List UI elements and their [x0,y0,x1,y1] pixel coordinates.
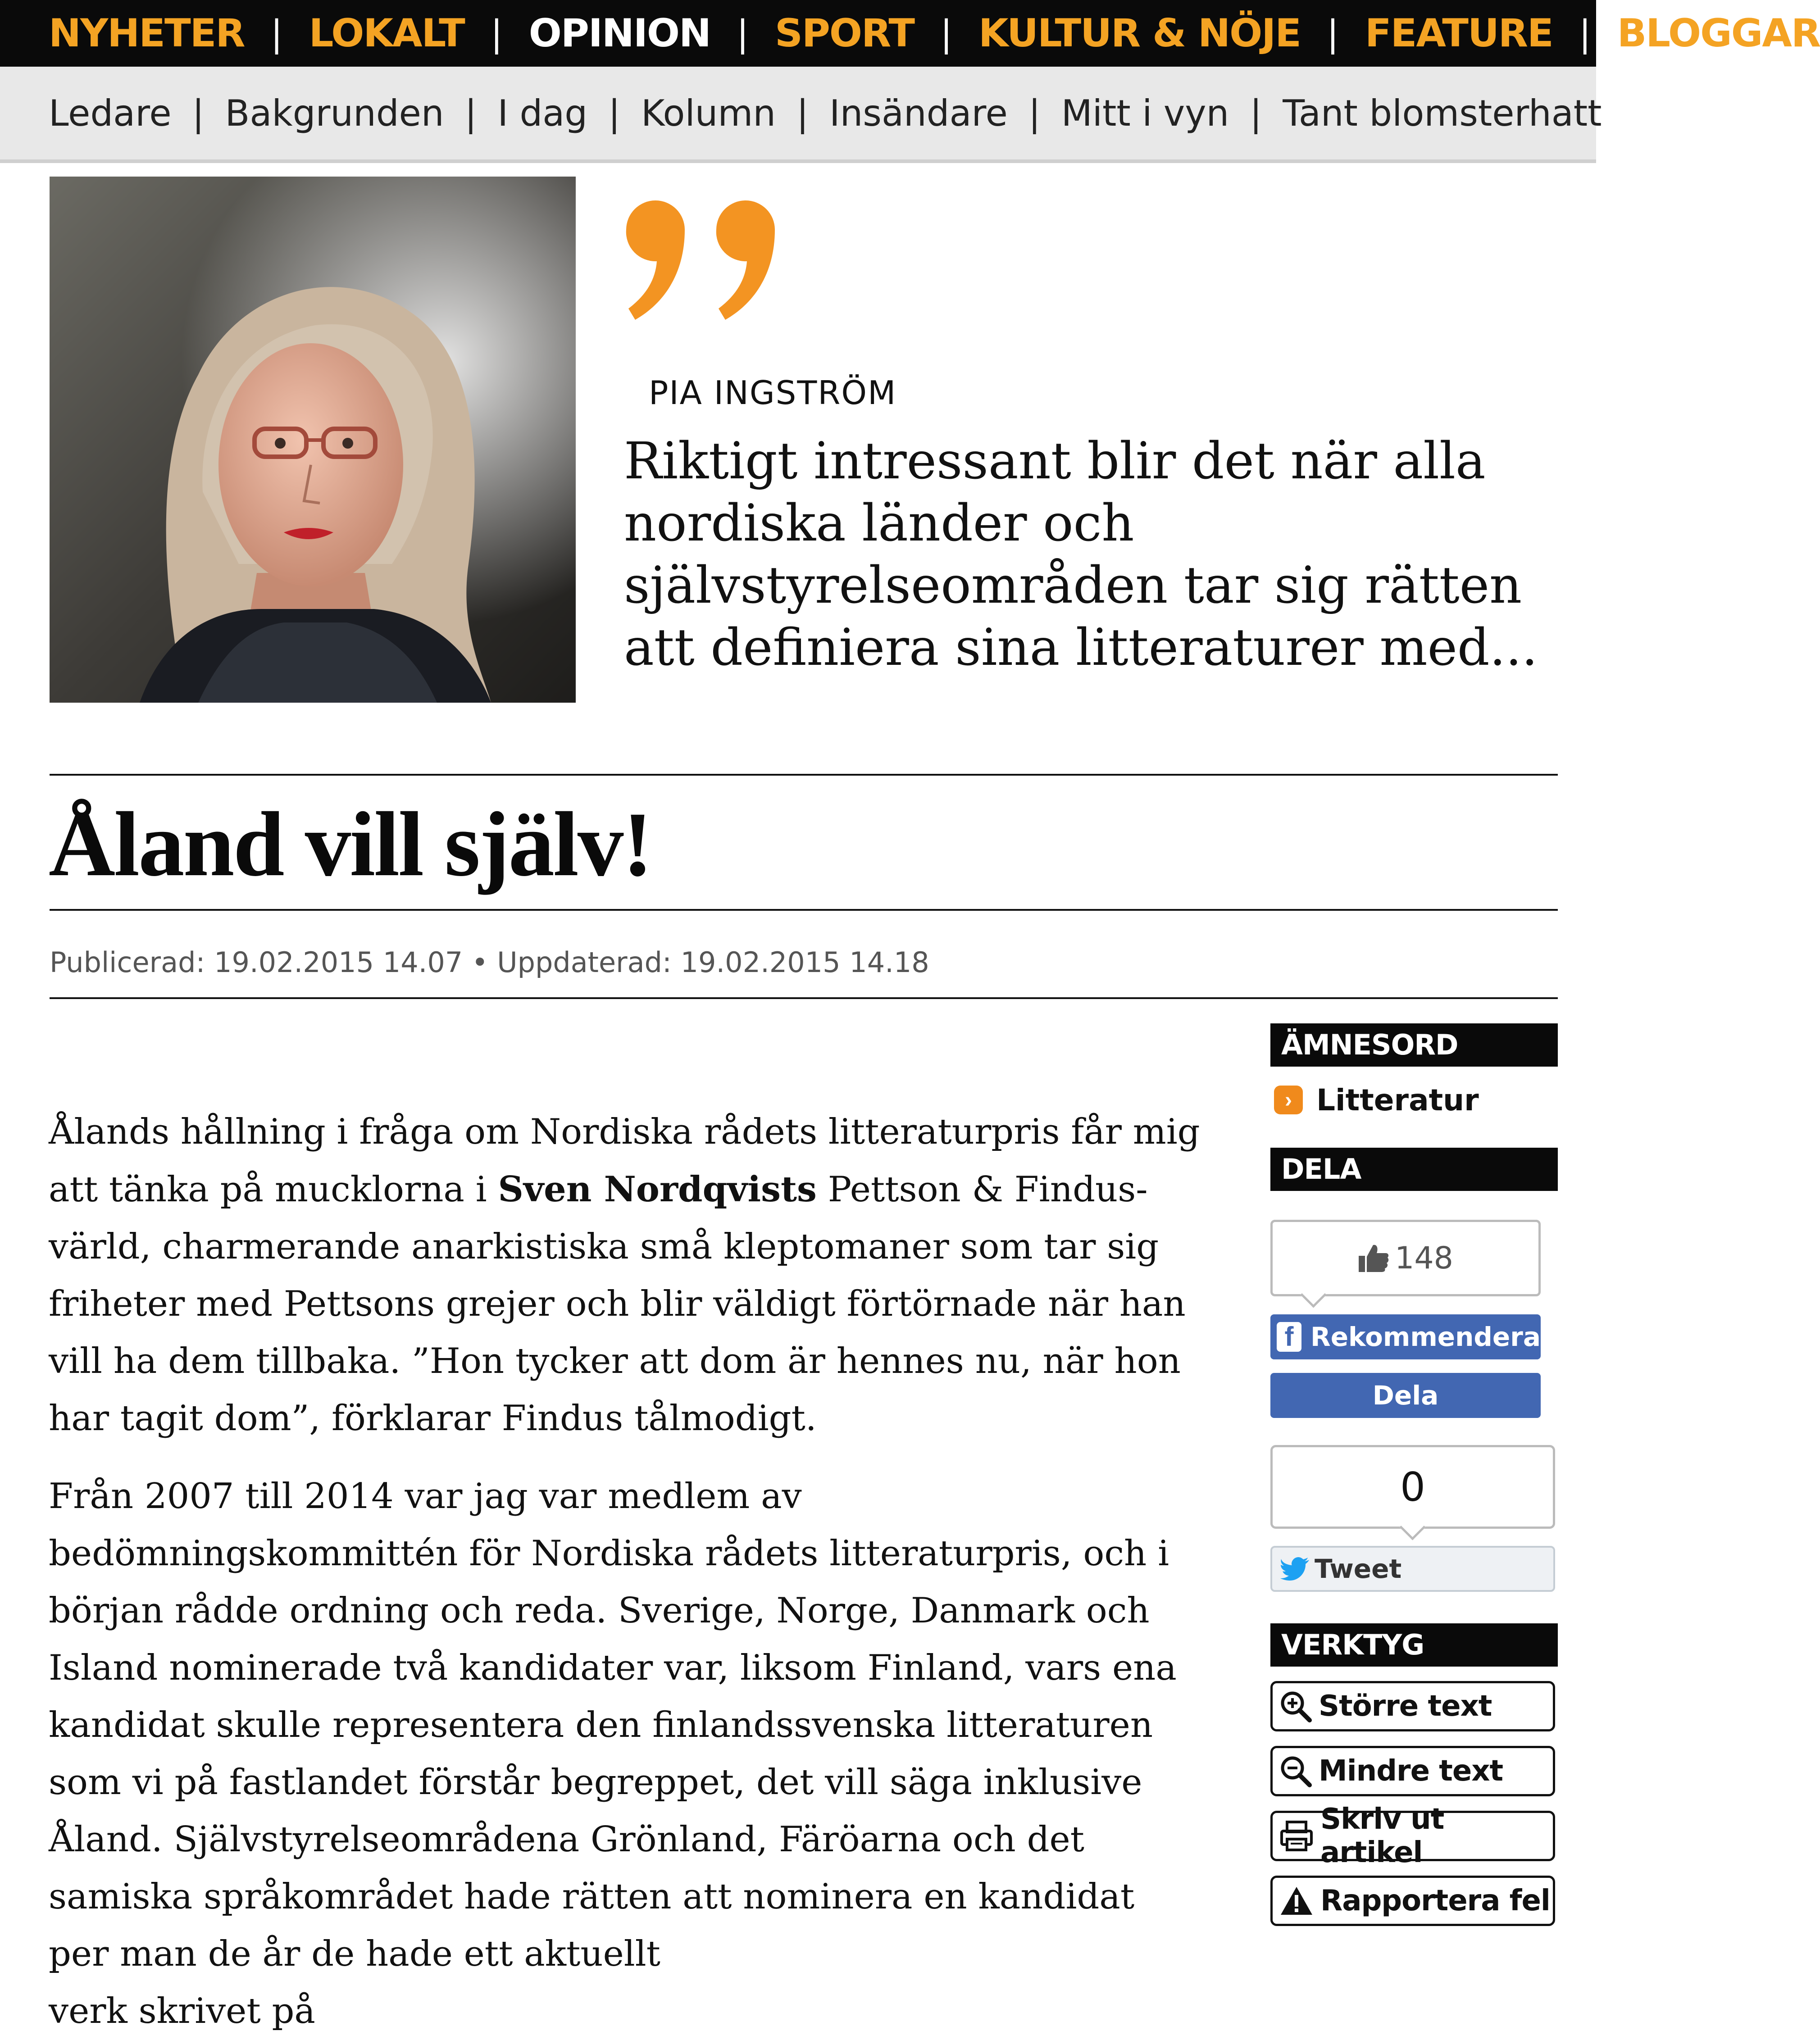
paragraph: Ålands hållning i fråga om Nordiska rådets litteraturpris får mig att tänka på mucklorna i Sven Nordqvists Pettson & Findus-värld, charmerande anarkistiska små kleptomaner som tar sig friheter med Pettsons grejer och blir väldigt förtörnade när han vill ha dem tillbaka. ”Hon tycker att dom är hennes nu, när hon har tagit dom”, förklarar Findus tålmodigt. [49,1112,1200,1439]
report-error-label: Rapportera fel [1320,1884,1550,1917]
divider [50,909,1558,911]
printer-icon [1280,1820,1313,1852]
nav-item-lokalt[interactable]: LOKALT [309,11,464,56]
smaller-text-label: Mindre text [1319,1754,1503,1788]
topic-link[interactable] [1270,1077,1558,1122]
subnav-item-kolumn[interactable]: Kolumn [641,92,776,134]
tools-heading: VERKTYG [1270,1623,1558,1667]
chevron-right-icon: › [1274,1086,1303,1114]
tweet-button[interactable] [1270,1546,1555,1592]
tweet-label: Tweet [1315,1554,1402,1584]
nav-item-kultur[interactable]: KULTUR & NÖJE [978,11,1301,56]
quote-icon [622,198,802,324]
subnav-item-insandare[interactable]: Insändare [829,92,1008,134]
nav-item-feature[interactable]: FEATURE [1365,11,1553,56]
bigger-text-label: Större text [1319,1690,1492,1723]
subnav-separator: | [796,92,809,134]
columnist-photo [50,177,576,703]
twitter-bird-icon [1280,1557,1308,1581]
columnist-name[interactable]: PIA INGSTRÖM [649,374,897,412]
bigger-text-button[interactable] [1270,1681,1555,1731]
tweet-count-box [1270,1445,1555,1529]
recommend-label: Rekommendera [1310,1322,1541,1352]
subnav-separator: | [1250,92,1262,134]
share-label: Dela [1372,1380,1439,1411]
article-title: Åland vill själv! [49,793,652,895]
topics-heading: ÄMNESORD [1270,1023,1558,1067]
subnav-item-tant-blomsterhatt[interactable]: Tant blomsterhatt [1283,92,1602,134]
paragraph-continuation: verk skrivet på [49,1991,315,2031]
nav-separator: | [1579,12,1591,55]
like-count-box [1270,1220,1541,1296]
subnav-separator: | [1028,92,1041,134]
subnav-item-mitt-i-vyn[interactable]: Mitt i vyn [1061,92,1229,134]
subnav-item-ledare[interactable]: Ledare [49,92,172,134]
report-error-button[interactable] [1270,1876,1555,1926]
columnist-teaser[interactable]: Riktigt intressant blir det när alla nordiska länder och självstyrelseområden tar sig rätten att definiera sina litteraturer med... [624,432,1538,677]
thumbs-up-icon [1358,1243,1389,1273]
article-body [49,1104,1202,2031]
print-article-label: Skriv ut artikel [1320,1803,1444,1869]
share-heading: DELA [1270,1148,1558,1191]
subnav-item-bakgrunden[interactable]: Bakgrunden [225,92,444,134]
subnav-separator: | [608,92,621,134]
subnav-separator: | [464,92,477,134]
zoom-out-icon [1280,1755,1311,1787]
divider [50,997,1558,999]
recommend-button[interactable] [1270,1314,1541,1359]
subnav-separator: | [192,92,205,134]
smaller-text-button[interactable] [1270,1746,1555,1796]
like-count: 148 [1395,1240,1453,1276]
nav-separator: | [490,12,503,55]
zoom-in-icon [1280,1690,1311,1722]
warning-icon [1280,1886,1313,1916]
divider [50,774,1558,776]
nav-separator: | [737,12,749,55]
facebook-icon: f [1277,1322,1301,1352]
sub-nav [0,67,1602,163]
nav-item-nyheter[interactable]: NYHETER [49,11,245,56]
nav-item-sport[interactable]: SPORT [774,11,915,56]
subnav-item-idag[interactable]: I dag [497,92,588,134]
paragraph: Från 2007 till 2014 var jag var medlem av bedömningskommittén för Nordiska rådets litteraturpris, och i början rådde ordning och reda. Sverige, Norge, Danmark och Island nominerade två kandidater var, liksom Finland, vars ena kandidat skulle representera den finlandssvenska litteraturen som vi på fastlandet förstår begreppet, det vill säga inklusive Åland. Självstyrelseområdena Grönland, Färöarna och det samiska språkområdet hade rätten att nominera en kandidat per man de år de hade ett aktuellt [49,1476,1177,1974]
tweet-count: 0 [1400,1463,1425,1510]
print-article-button[interactable] [1270,1803,1555,1869]
nav-separator: | [940,12,953,55]
share-button[interactable] [1270,1373,1541,1418]
nav-item-opinion[interactable]: OPINION [528,11,710,56]
article-timestamps: Publicerad: 19.02.2015 14.07 • Uppdaterad: 19.02.2015 14.18 [50,946,929,979]
nav-separator: | [270,12,283,55]
sidebar [1270,1023,1558,1926]
nav-item-bloggar[interactable]: BLOGGAR [1617,11,1820,56]
topic-label: Litteratur [1316,1082,1479,1118]
nav-separator: | [1326,12,1339,55]
bold-name: Sven Nordqvists [498,1169,817,1210]
main-nav [0,0,1820,67]
